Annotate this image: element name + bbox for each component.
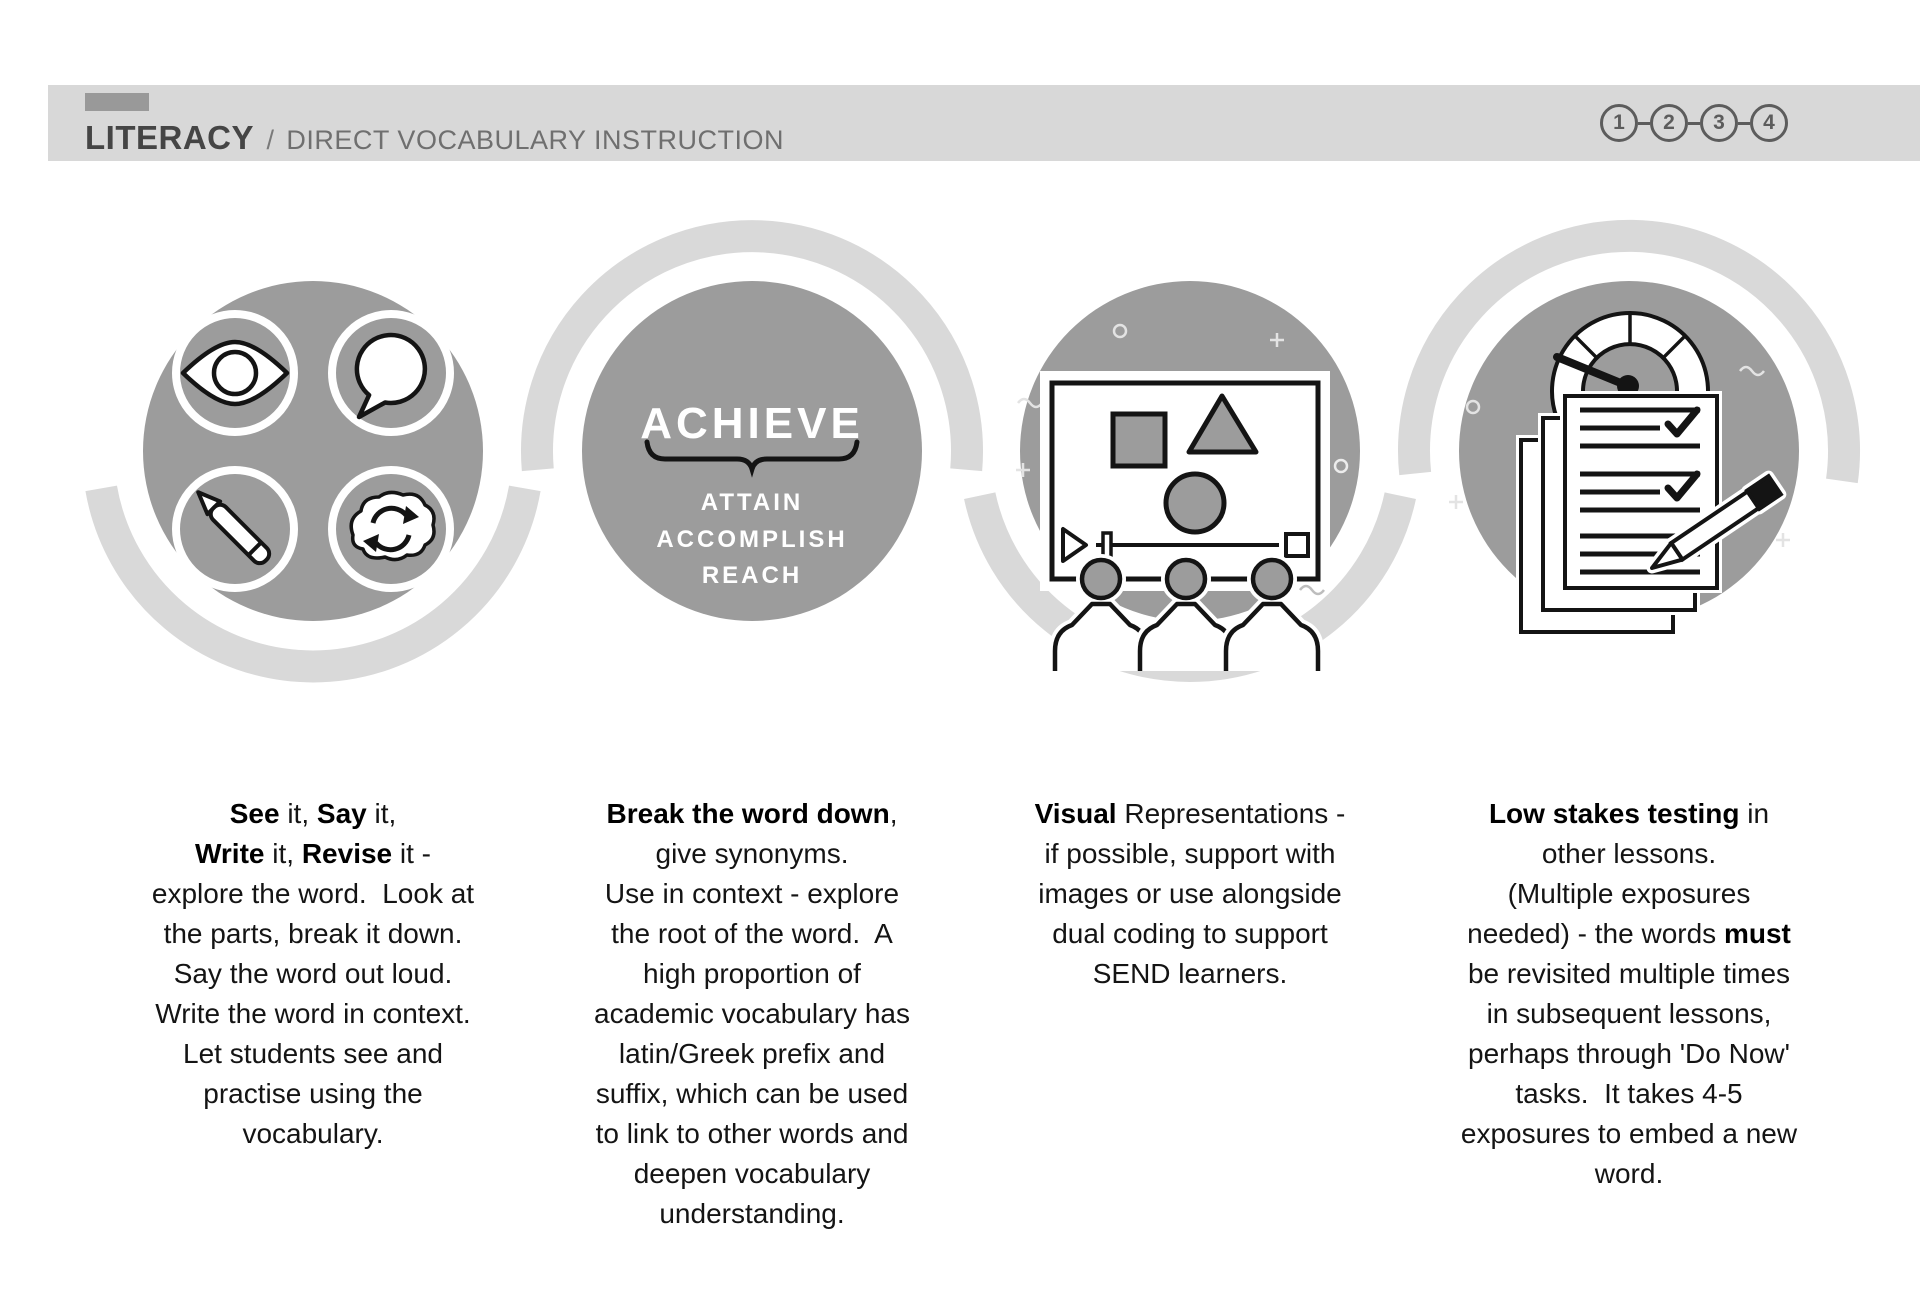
text-line: to link to other words and [595, 1118, 909, 1149]
text-line: exposures to embed a new [1460, 1118, 1798, 1149]
shape-square [1113, 414, 1165, 466]
text-run: See [229, 798, 280, 829]
text-line: vocabulary. [242, 1118, 384, 1149]
text-line: academic vocabulary has [594, 998, 910, 1029]
text-run: it, [279, 798, 317, 829]
step-indicator-4: 4 [1750, 104, 1788, 142]
text-line: the root of the word. A [611, 918, 893, 949]
step-indicator-1: 1 [1600, 104, 1638, 142]
text-line: Say the word out loud. [173, 958, 453, 989]
fullscreen-icon [1286, 534, 1308, 556]
decoration-plus-icon [1449, 495, 1463, 509]
slider-handle [1103, 533, 1111, 557]
presentation-screen-icon [1046, 377, 1324, 585]
synonym-attain: ATTAIN [700, 489, 804, 516]
text-line: dual coding to support [1052, 918, 1328, 949]
text-line: (Multiple exposures [1507, 878, 1751, 909]
text-run: Say [316, 798, 367, 829]
brain-cycle-icon [351, 492, 434, 559]
text-line: give synonyms. [655, 838, 849, 869]
text-run: needed) - the words [1467, 918, 1724, 949]
synonym-reach: REACH [701, 562, 803, 589]
text-run: it, [366, 798, 397, 829]
text-line: explore the word. Look at [151, 878, 475, 909]
text-line: Use in context - explore [604, 878, 900, 909]
text-run: it - [392, 838, 432, 869]
breadcrumb-separator: / [266, 125, 274, 155]
text-run: Write [194, 838, 265, 869]
text-line: be revisited multiple times [1467, 958, 1791, 989]
card-visual-representations [950, 714, 1430, 1074]
text-line: practise using the [203, 1078, 423, 1109]
text-line: SEND learners. [1092, 958, 1288, 989]
text-line: Let students see and [183, 1038, 443, 1069]
text-line: tasks. It takes 4-5 [1515, 1078, 1743, 1109]
decoration-plus-icon [1776, 533, 1790, 547]
checklist-papers-icon [1521, 396, 1717, 632]
step-indicator-2: 2 [1650, 104, 1688, 142]
text-run: Low stakes testing [1488, 798, 1740, 829]
text-line: in subsequent lessons, [1486, 998, 1772, 1029]
text-line: images or use alongside [1038, 878, 1342, 909]
card-text [73, 794, 553, 1154]
text-line: latin/Greek prefix and [618, 1038, 886, 1069]
text-line: if possible, support with [1044, 838, 1336, 869]
text-line: high proportion of [643, 958, 861, 989]
page-title: LITERACY [85, 119, 254, 156]
step-indicator-3: 3 [1700, 104, 1738, 142]
text-run: it, [264, 838, 302, 869]
card-text [950, 794, 1430, 994]
card-see-say-write-revise [73, 714, 553, 1234]
text-run: Representations - [1116, 798, 1346, 829]
text-line: word. [1594, 1158, 1664, 1189]
card-low-stakes-testing [1389, 714, 1869, 1274]
achieve-word: ACHIEVE [640, 399, 864, 448]
text-run: Visual [1034, 798, 1117, 829]
text-run: , [889, 798, 898, 829]
page-subtitle: DIRECT VOCABULARY INSTRUCTION [286, 125, 785, 155]
text-line: other lessons. [1541, 838, 1717, 869]
text-run: Revise [301, 838, 393, 869]
text-line: suffix, which can be used [595, 1078, 909, 1109]
text-run: must [1723, 918, 1791, 949]
card-text [512, 794, 992, 1234]
text-line: Write the word in context. [155, 998, 471, 1029]
text-run: in [1739, 798, 1770, 829]
text-line: understanding. [659, 1198, 845, 1229]
text-line: the parts, break it down. [163, 918, 463, 949]
card-text [1389, 794, 1869, 1194]
synonym-accomplish: ACCOMPLISH [656, 526, 848, 553]
text-line: perhaps through 'Do Now' [1468, 1038, 1790, 1069]
shape-circle [1166, 474, 1224, 532]
card-break-the-word-down [512, 714, 992, 1314]
text-run: Break the word down [606, 798, 890, 829]
audience-icon [1055, 560, 1318, 671]
text-line: deepen vocabulary [633, 1158, 871, 1189]
